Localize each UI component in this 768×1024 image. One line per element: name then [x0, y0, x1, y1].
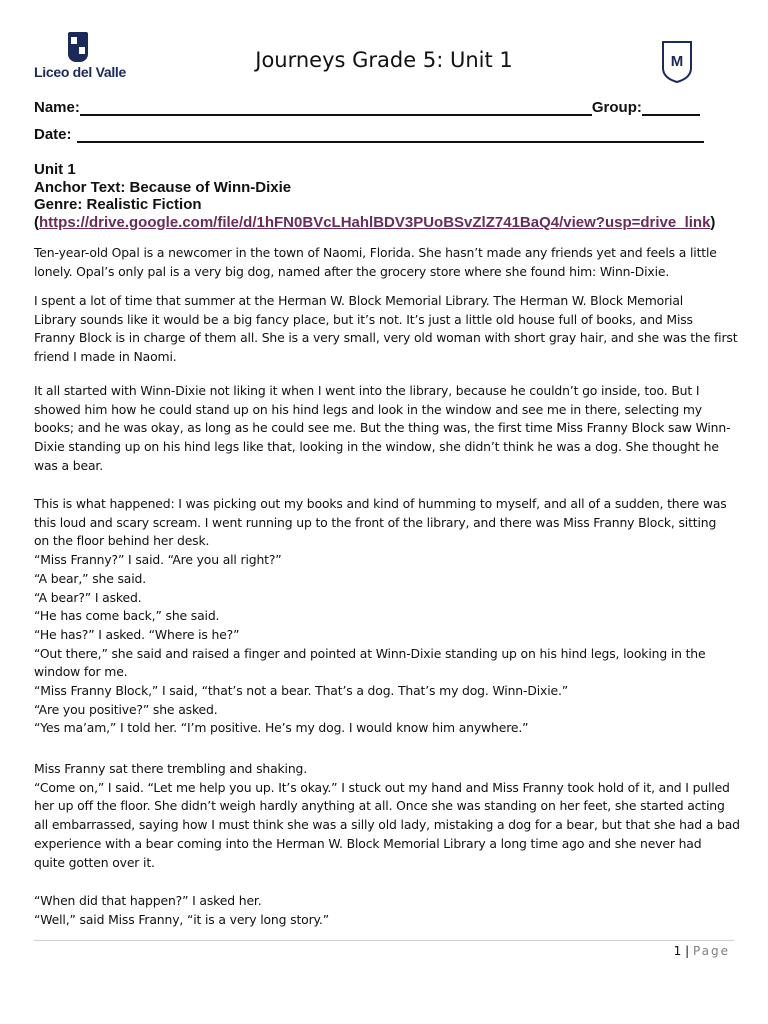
- name-field[interactable]: [80, 100, 592, 116]
- story-paragraph-1: I spent a lot of time that summer at the Herman W. Block Memorial Library. The Herman W. Block Memorial Library sounds like it would be a big fancy place, but it’s not. It’s just a little old house full of books, and Miss Franny Block is in charge of them all. She is a very small, very old woman with short gray hair, and she was the first friend I made in Naomi.: [34, 293, 738, 365]
- date-field[interactable]: [77, 127, 704, 143]
- group-field[interactable]: [642, 100, 700, 116]
- anchor-text-label: Anchor Text: Because of Winn-Dixie: [34, 178, 292, 196]
- page-number-value: 1: [673, 944, 682, 958]
- footer-divider: [34, 940, 734, 941]
- logo-text: Liceo del Valle: [34, 64, 126, 80]
- link-line: (https://drive.google.com/file/d/1hFN0BVcLHahlBDV3PUoBSvZlZ741BaQ4/view?usp=drive_link): [34, 213, 716, 231]
- genre-label: Genre: Realistic Fiction: [34, 196, 202, 213]
- badge-letter: M: [670, 53, 684, 70]
- story-paragraph-5: “When did that happen?” I asked her. “Well,” said Miss Franny, “it is a very long story.”: [34, 893, 329, 927]
- date-label: Date:: [34, 126, 72, 143]
- intro-paragraph: Ten-year-old Opal is a newcomer in the town of Naomi, Florida. She hasn’t made any friends yet and feels a little lonely. Opal’s only pal is a very big dog, named after the grocery store where she found him: Winn-Dixie.: [34, 245, 717, 279]
- name-label: Name:: [34, 99, 80, 116]
- date-row: [34, 126, 704, 143]
- story-paragraph-2: It all started with Winn-Dixie not liking it when I went into the library, because he couldn’t go inside, too. But I showed him how he could stand up on his hind legs and look in the window and see me in there, selecting my books; and he was okay, as long as he could see me. But the thing was, the first time Miss Franny Block saw Winn- Dixie standing up on his hind legs like that, looking in the window, she didn’t think he was a dog. She thought he was a bear.: [34, 383, 731, 473]
- page-label: Page: [692, 944, 730, 958]
- shield-badge-icon: [660, 40, 694, 84]
- drive-link[interactable]: https://drive.google.com/file/d/1hFN0BVcLHahlBDV3PUoBSvZlZ741BaQ4/view?usp=drive_link: [39, 213, 711, 231]
- page-title: Journeys Grade 5: Unit 1: [255, 48, 513, 72]
- unit-label: Unit 1: [34, 161, 76, 178]
- group-label: Group:: [591, 99, 642, 116]
- page-number: 1 | Page: [673, 944, 730, 958]
- story-paragraph-3: This is what happened: I was picking out my books and kind of humming to myself, and all of a sudden, there was this loud and scary scream. I went running up to the front of the library, and there was Miss Franny Block, sitting on the floor behind her desk. “Miss Franny?” I said. “Are you all right?” “A bear,” she said. “A bear?” I asked. “He has come back,” she said. “He has?” I asked. “Where is he?” “Out there,” she said and raised a finger and pointed at Winn-Dixie standing up on his hind legs, looking in the window for me. “Miss Franny Block,” I said, “that’s not a bear. That’s a dog. That’s my dog. Winn-Dixie.” “Are you positive?” she asked. “Yes ma’am,” I told her. “I’m positive. He’s my dog. I would know him anywhere.”: [34, 496, 727, 736]
- story-paragraph-4: Miss Franny sat there trembling and shaking. “Come on,” I said. “Let me help you up. It’s okay.” I stuck out my hand and Miss Franny took hold of it, and I pulled her up off the floor. She didn’t weigh hardly anything at all. Once she was standing on her feet, she started acting all embarrassed, saying how I must think she was a silly old lady, mistaking a dog for a bear, but that she had a bad experience with a bear coming into the Herman W. Block Memorial Library a long time ago and she never had quite gotten over it.: [34, 761, 740, 870]
- unit-heading: [34, 161, 715, 231]
- name-group-row: [34, 99, 700, 116]
